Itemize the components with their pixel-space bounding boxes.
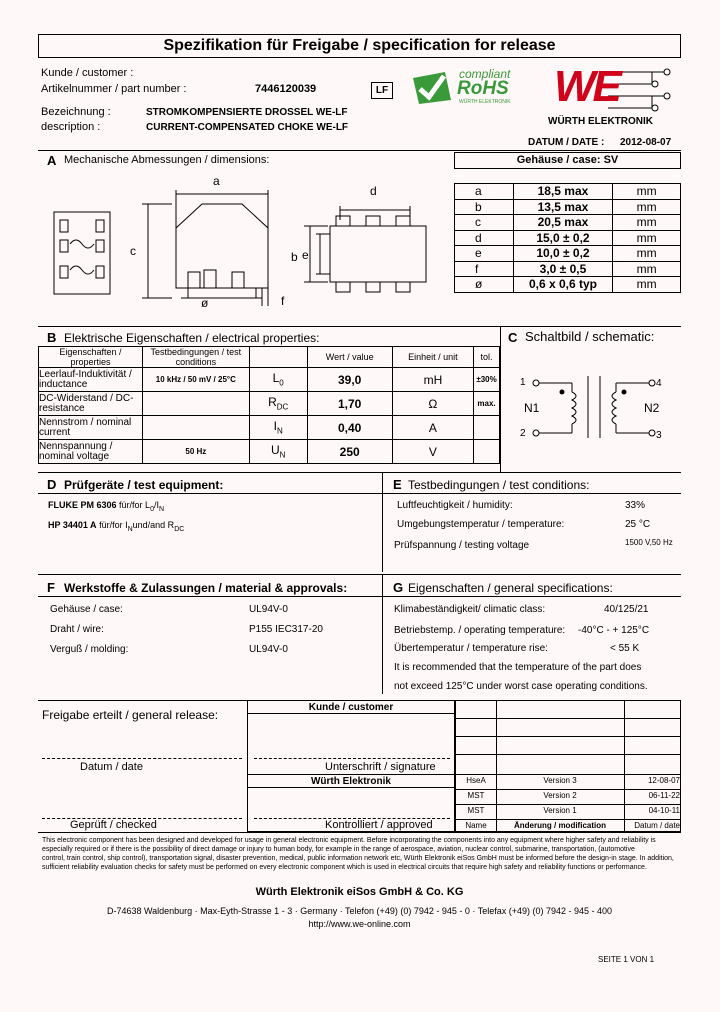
electrical-cond: 10 kHz / 50 mV / 25°C — [142, 368, 249, 392]
dimension-drawing — [40, 170, 450, 320]
electrical-table — [38, 346, 500, 464]
temp-note-2: not exceed 125°C under worst case operating conditions. — [394, 681, 648, 692]
dimension-sym: d — [455, 230, 514, 246]
electrical-header — [249, 347, 307, 368]
rev-row-7 — [455, 819, 681, 820]
temperature-label: Umgebungstemperatur / temperature: — [397, 519, 565, 530]
section-e-letter: E — [393, 477, 402, 492]
climatic-label: Klimabeständigkeit/ climatic class: — [394, 604, 546, 615]
rev-row-2 — [455, 736, 681, 737]
customer-header: Kunde / customer — [308, 702, 394, 713]
section-d-letter: D — [47, 477, 57, 492]
electrical-symbol-letter: I — [273, 419, 277, 434]
revision-date: 04-10-11 — [648, 806, 680, 815]
section-a-title: Mechanische Abmessungen / dimensions: — [64, 154, 270, 166]
temp-note-1: It is recommended that the temperature of the part does — [394, 662, 642, 673]
section-f-rule — [38, 574, 681, 575]
electrical-unit: mH — [392, 368, 473, 392]
section-f-title: Werkstoffe & Zulassungen / material & approvals: — [64, 581, 348, 595]
electrical-symbol — [249, 368, 307, 392]
rev-row-6 — [455, 804, 681, 805]
disclaimer-rule — [38, 832, 681, 833]
section-a-rule — [38, 150, 681, 151]
dim-label-c: c — [130, 244, 136, 258]
electrical-symbol — [249, 392, 307, 416]
rev-row-4 — [455, 774, 681, 775]
d-e-divider — [382, 472, 383, 572]
electrical-symbol-sub: 0 — [279, 378, 284, 388]
case-header: Gehäuse / case: SV — [454, 152, 681, 169]
dimension-val: 18,5 max — [513, 184, 612, 200]
hp-sub: N — [127, 525, 133, 533]
test-voltage-label: Prüfspannung / testing voltage — [394, 540, 530, 551]
electrical-tol: ±30% — [474, 368, 500, 392]
molding-value: UL94V-0 — [249, 644, 288, 655]
electrical-value: 0,40 — [307, 416, 392, 440]
wurth-rule-bottom — [247, 787, 455, 788]
pin-1: 1 — [520, 377, 526, 388]
company-url[interactable]: http://www.we-online.com — [308, 919, 411, 929]
dimension-val: 10,0 ± 0,2 — [513, 246, 612, 262]
company-address: D-74638 Waldenburg · Max-Eyth-Strasse 1 - 3 · Germany · Telefon (+49) (0) 7942 - 945 - 0 · Telefax (+49) (0) 7942 - 945 - 400 — [106, 906, 613, 916]
pin-2: 2 — [520, 428, 526, 439]
section-e-title: Testbedingungen / test conditions: — [408, 478, 590, 492]
dimension-sym: c — [455, 215, 514, 231]
dimension-val: 3,0 ± 0,5 — [513, 261, 612, 277]
electrical-unit: Ω — [392, 392, 473, 416]
f-g-divider — [382, 574, 383, 694]
rohs-text: RoHS — [457, 78, 509, 99]
revision-change: Änderung / modification — [514, 821, 606, 830]
disclaimer-line: sufficient reliability evaluation checks for safety must be performed on every electronic component which is used in electrical circuits that require high safety and reliability functions or performance. — [42, 864, 647, 871]
case-value: UL94V-0 — [249, 604, 288, 615]
electrical-tol — [474, 440, 500, 464]
case-label: Gehäuse / case: — [50, 604, 123, 615]
disclaimer-line: This electronic component has been designed and developed for usage in general electronic equipment. Before incorporating the components into any equipment where higher safety and reliability is — [42, 837, 656, 844]
revision-date: Datum / date — [634, 821, 680, 830]
dimension-row — [455, 184, 681, 200]
dim-label-f: f — [281, 294, 285, 308]
electrical-symbol-letter: L — [272, 371, 280, 386]
electrical-cond: 50 Hz — [142, 440, 249, 464]
dimension-unit: mm — [613, 184, 681, 200]
humidity-value: 33% — [625, 500, 646, 511]
revision-name: MST — [467, 791, 485, 800]
section-d-rule — [38, 472, 681, 473]
rohs-sub: WÜRTH ELEKTRONIK — [459, 99, 511, 105]
electrical-header-row — [39, 347, 500, 368]
we-logo — [548, 62, 678, 130]
electrical-prop: Nennstrom / nominal current — [39, 416, 143, 440]
signature-line-left — [42, 758, 242, 759]
revision-date: 12-08-07 — [647, 776, 680, 785]
electrical-cond — [142, 392, 249, 416]
winding-n1: N1 — [524, 401, 540, 415]
dimension-unit: mm — [613, 246, 681, 262]
signature-line-right — [254, 758, 450, 759]
section-g-title: Eigenschaften / general specifications: — [408, 581, 613, 595]
bezeichnung-value: STROMKOMPENSIERTE DROSSEL WE-LF — [146, 107, 348, 118]
section-c-letter: C — [508, 330, 518, 345]
section-b-letter: B — [47, 330, 57, 345]
rohs-logo — [411, 67, 537, 106]
electrical-header: Wert / value — [307, 347, 392, 368]
general-release-label: Freigabe erteilt / general release: — [42, 708, 219, 722]
dimension-sym: ø — [455, 277, 514, 293]
dimension-unit: mm — [613, 230, 681, 246]
rev-col-1 — [496, 700, 497, 832]
dimension-row — [455, 215, 681, 231]
electrical-value: 39,0 — [307, 368, 392, 392]
dimension-val: 20,5 max — [513, 215, 612, 231]
pin-3: 3 — [656, 430, 662, 441]
signature-caption: Unterschrift / signature — [325, 761, 436, 773]
dimensions-table — [454, 183, 681, 293]
dimension-val: 13,5 max — [513, 199, 612, 215]
molding-label: Verguß / molding: — [50, 644, 129, 655]
dimension-val: 0,6 x 0,6 typ — [513, 277, 612, 293]
electrical-tol — [474, 416, 500, 440]
revision-name: MST — [467, 806, 485, 815]
electrical-header: Einheit / unit — [392, 347, 473, 368]
dimension-sym: b — [455, 199, 514, 215]
company-name: Würth Elektronik eiSos GmbH & Co. KG — [255, 886, 464, 898]
electrical-header: Testbedingungen / test conditions — [142, 347, 249, 368]
rev-row-5 — [455, 789, 681, 790]
hp-rest: für/for I — [99, 520, 128, 530]
dim-label-e: e — [302, 248, 309, 262]
fluke-line — [48, 500, 164, 513]
dimension-sym: e — [455, 246, 514, 262]
approved-caption: Kontrolliert / approved — [325, 819, 433, 831]
dimension-unit: mm — [613, 261, 681, 277]
electrical-value: 1,70 — [307, 392, 392, 416]
revision-change: Version 2 — [543, 791, 577, 800]
hp-line — [48, 520, 184, 533]
revision-change: Version 3 — [543, 776, 577, 785]
fluke-rest: für/for L — [119, 500, 151, 510]
electrical-prop: Leerlauf-Induktivität / inductance — [39, 368, 143, 392]
section-b-title: Elektrische Eigenschaften / electrical properties: — [64, 331, 320, 345]
climatic-value: 40/125/21 — [604, 604, 649, 615]
fluke-sub: 0 — [150, 505, 154, 513]
customer-label: Kunde / customer : — [41, 67, 134, 79]
section-c-title: Schaltbild / schematic: — [525, 329, 655, 344]
fluke-name: FLUKE PM 6306 — [48, 500, 117, 510]
test-voltage-value: 1500 V,50 Hz — [625, 538, 673, 547]
dimension-row — [455, 261, 681, 277]
dim-label-o: ø — [201, 296, 209, 310]
hp-rest2: und/and R — [132, 520, 175, 530]
electrical-row — [39, 392, 500, 416]
date-label: DATUM / DATE : — [528, 137, 605, 148]
wire-label: Draht / wire: — [50, 624, 104, 635]
temp-rise-label: Übertemperatur / temperature rise: — [394, 643, 548, 654]
electrical-row — [39, 416, 500, 440]
wire-value: P155 IEC317-20 — [249, 624, 323, 635]
date-value: 2012-08-07 — [620, 137, 672, 148]
temp-rise-value: < 55 K — [610, 643, 640, 654]
description-value: CURRENT-COMPENSATED CHOKE WE-LF — [146, 122, 349, 133]
hp-sub2: DC — [174, 525, 185, 533]
electrical-unit: V — [392, 440, 473, 464]
revision-change: Version 1 — [543, 806, 577, 815]
fluke-sub2: N — [158, 505, 165, 513]
rohs-compliant: compliant — [459, 67, 511, 81]
checked-caption: Geprüft / checked — [70, 819, 157, 831]
dimension-sym: f — [455, 261, 514, 277]
bezeichnung-label: Bezeichnung : — [41, 106, 111, 118]
electrical-header: Eigenschaften / properties — [39, 347, 143, 368]
disclaimer — [42, 836, 682, 872]
dimension-unit: mm — [613, 277, 681, 293]
we-mark: WE — [554, 62, 619, 111]
dimension-val: 15,0 ± 0,2 — [513, 230, 612, 246]
disclaimer-line: control, train control, ship control), transportation signal, disaster prevention, medical, public information network etc, Würth Elektronik eiSos GmbH must be informed before the design-in stage. In addition, — [42, 855, 674, 862]
electrical-row — [39, 440, 500, 464]
wurth-header: Würth Elektronik — [310, 776, 391, 787]
rev-row-1 — [455, 718, 681, 719]
dim-label-a: a — [213, 174, 220, 188]
electrical-symbol-letter: R — [268, 395, 277, 410]
electrical-symbol-sub: DC — [276, 402, 289, 412]
temperature-value: 25 °C — [625, 519, 651, 530]
electrical-header: tol. — [474, 347, 500, 368]
humidity-label: Luftfeuchtigkeit / humidity: — [397, 500, 513, 511]
dimension-unit: mm — [613, 215, 681, 231]
section-f-letter: F — [47, 580, 55, 595]
dim-label-d: d — [370, 184, 377, 198]
electrical-value: 250 — [307, 440, 392, 464]
dimension-row — [455, 230, 681, 246]
rev-col-2 — [624, 700, 625, 832]
lf-badge: LF — [371, 82, 393, 99]
section-a-letter: A — [47, 153, 57, 168]
dimension-row — [455, 277, 681, 293]
description-label: description : — [41, 121, 101, 133]
dimension-unit: mm — [613, 199, 681, 215]
wurth-rule-top — [247, 774, 455, 775]
electrical-cond — [142, 416, 249, 440]
revision-date: 06-11-22 — [648, 791, 680, 800]
part-number: 7446120039 — [255, 83, 317, 95]
revision-name: HseA — [466, 776, 486, 785]
fluke-rest2: /I — [153, 500, 159, 510]
section-d-underline — [38, 493, 681, 494]
revision-name: Name — [465, 821, 487, 830]
b-c-divider — [500, 326, 501, 472]
we-name: WÜRTH ELEKTRONIK — [548, 116, 653, 127]
electrical-unit: A — [392, 416, 473, 440]
section-b-rule — [38, 326, 681, 327]
section-g-letter: G — [393, 580, 404, 595]
page-counter: SEITE 1 VON 1 — [598, 955, 655, 964]
winding-n2: N2 — [644, 401, 660, 415]
customer-header-rule — [247, 713, 455, 714]
dimension-row — [455, 199, 681, 215]
op-temp-label: Betriebstemp. / operating temperature: — [394, 625, 566, 636]
disclaimer-line: especially required or if there is the possibility of direct damage or injury to human body, for example in the range of aerospace, aviation, nuclear control, submarine, transportation, (automotive — [42, 846, 635, 853]
rev-row-3 — [455, 754, 681, 755]
dim-label-b: b — [291, 250, 298, 264]
hp-name: HP 34401 A — [48, 520, 97, 530]
dimension-row — [455, 246, 681, 262]
op-temp-value: -40°C - + 125°C — [578, 625, 650, 636]
electrical-prop: Nennspannung / nominal voltage — [39, 440, 143, 464]
electrical-symbol — [249, 440, 307, 464]
electrical-tol: max. — [474, 392, 500, 416]
electrical-symbol — [249, 416, 307, 440]
part-number-label: Artikelnummer / part number : — [41, 83, 187, 95]
electrical-symbol-sub: N — [276, 426, 283, 436]
page-title: Spezifikation für Freigabe / specification for release — [163, 37, 556, 54]
section-d-title: Prüfgeräte / test equipment: — [64, 478, 224, 492]
date-caption: Datum / date — [80, 761, 143, 773]
pin-4: 4 — [656, 378, 662, 389]
section-f-underline — [38, 596, 681, 597]
electrical-row — [39, 368, 500, 392]
electrical-prop: DC-Widerstand / DC-resistance — [39, 392, 143, 416]
electrical-symbol-sub: N — [279, 450, 286, 460]
dimension-sym: a — [455, 184, 514, 200]
electrical-symbol-letter: U — [270, 443, 280, 458]
